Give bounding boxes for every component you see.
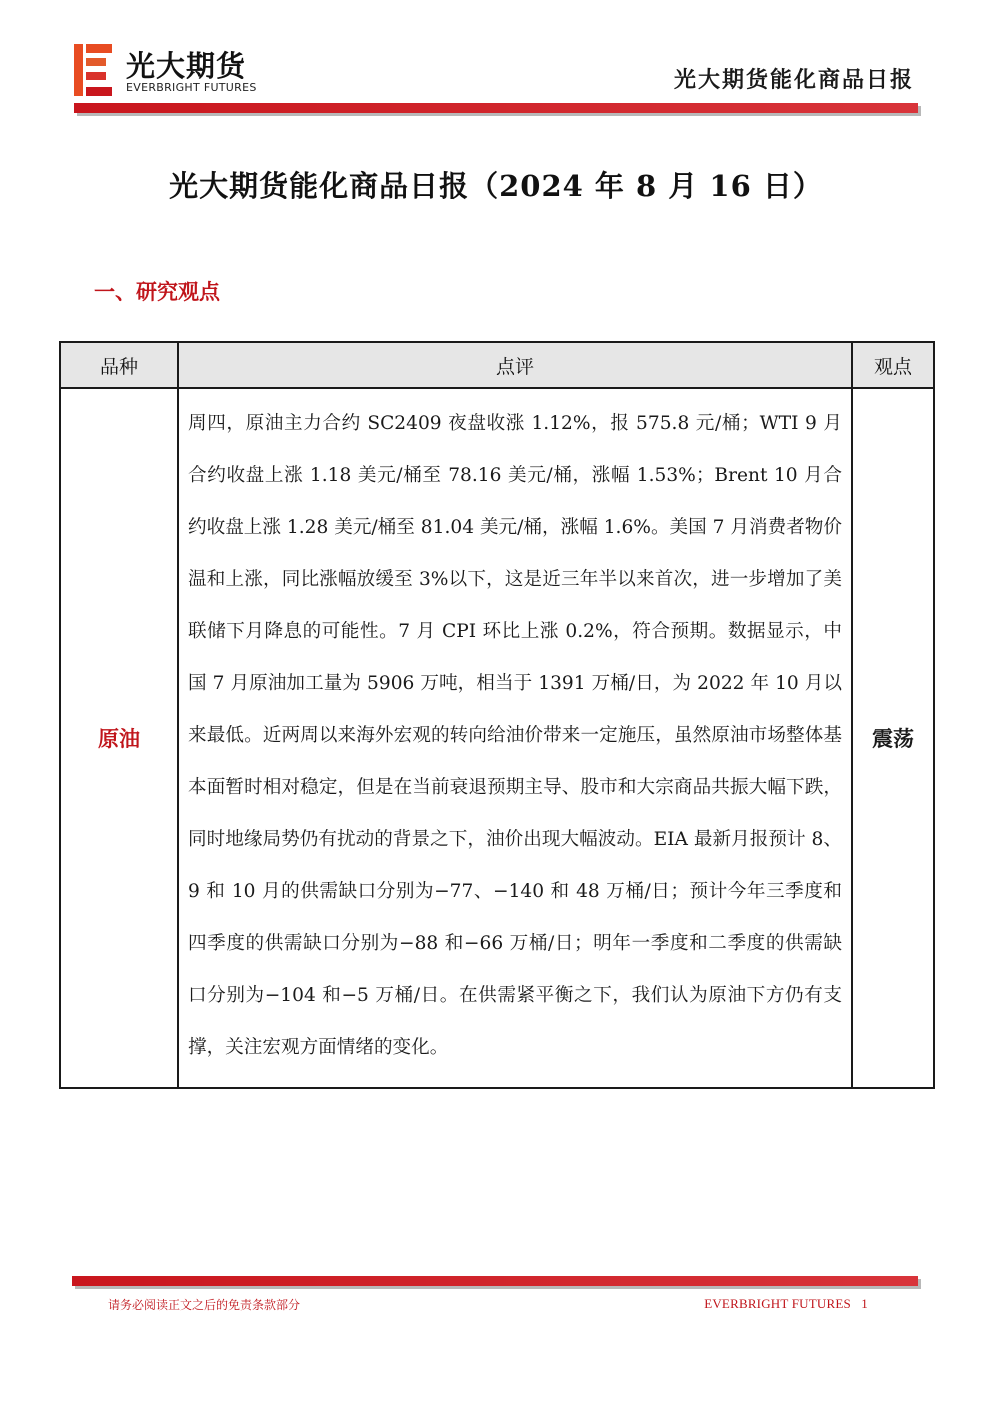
section-heading: 一、研究观点 (94, 279, 220, 304)
research-view-table (59, 341, 935, 1089)
footer-brand-page (704, 1296, 868, 1312)
column-header-commentary: 点评 (178, 342, 852, 388)
column-header-variety: 品种 (60, 342, 178, 388)
table-row (60, 388, 934, 1088)
table-header-row (60, 342, 934, 388)
document-title: 光大期货能化商品日报（2024 年 8 月 16 日） (169, 169, 823, 203)
company-logo (74, 42, 294, 100)
page-number: 1 (861, 1296, 868, 1311)
commentary-cell: 周四，原油主力合约 SC2409 夜盘收涨 1.12%，报 575.8 元/桶；WTI 9 月合约收盘上涨 1.18 美元/桶至 78.16 美元/桶，涨幅 1.53%；Brent 10 月合约收盘上涨 1.28 美元/桶至 81.04 美元/桶，涨幅 1.6%。美国 7 月消费者物价温和上涨，同比涨幅放缓至 3%以下，这是近三年半以来首次，进一步增加了美联储下月降息的可能性。7 月 CPI 环比上涨 0.2%，符合预期。数据显示，中国 7 月原油加工量为 5906 万吨，相当于 1391 万桶/日，为 2022 年 10 月以来最低。近两周以来海外宏观的转向给油价带来一定施压，虽然原油市场整体基本面暂时相对稳定，但是在当前衰退预期主导、股市和大宗商品共振大幅下跌，同时地缘局势仍有扰动的背景之下，油价出现大幅波动。EIA 最新月报预计 8、9 和 10 月的供需缺口分别为−77、−140 和 48 万桶/日；预计今年三季度和四季度的供需缺口分别为−88 和−66 万桶/日；明年一季度和二季度的供需缺口分别为−104 和−5 万桶/日。在供需紧平衡之下，我们认为原油下方仍有支撑，关注宏观方面情绪的变化。 (178, 388, 852, 1088)
logo-name-cn: 光大期货 (126, 49, 247, 83)
variety-cell: 原油 (60, 388, 178, 1088)
header-divider (74, 103, 918, 113)
everbright-logo-icon (74, 44, 114, 96)
footer-disclaimer: 请务必阅读正文之后的免责条款部分 (108, 1298, 301, 1312)
header-report-title: 光大期货能化商品日报 (673, 67, 914, 93)
column-header-view: 观点 (852, 342, 934, 388)
logo-name-en: EVERBRIGHT FUTURES (126, 81, 257, 94)
footer-brand: EVERBRIGHT FUTURES (704, 1296, 851, 1311)
view-cell: 震荡 (852, 388, 934, 1088)
footer-divider (72, 1276, 918, 1286)
